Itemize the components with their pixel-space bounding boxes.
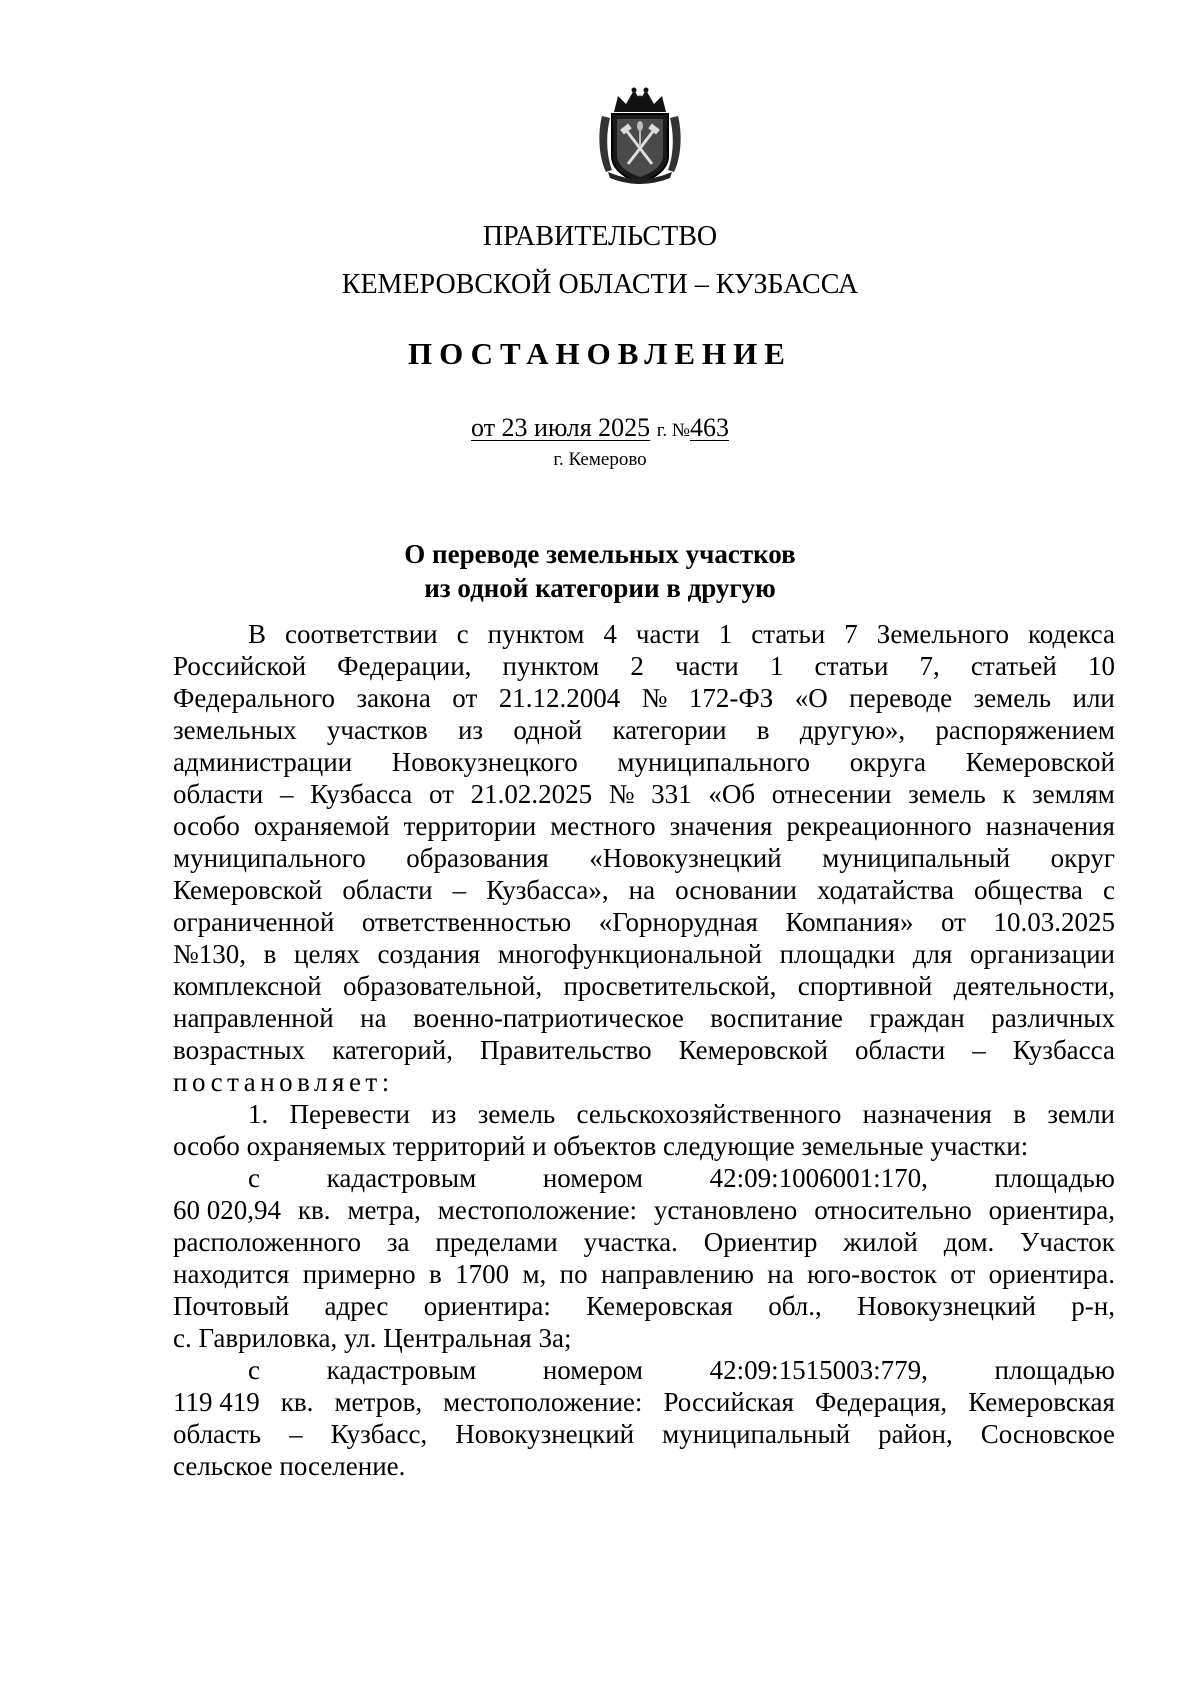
body-word: землям [1032,779,1115,809]
body-word: Кузбасса [1012,1035,1115,1065]
body-word: «О [794,683,828,713]
body-word: №130, [173,939,247,969]
year-number-label: г. № [656,420,690,441]
body-word: кадастровым [326,1163,477,1193]
body-word: области [342,875,433,905]
document-number: 463 [689,413,729,442]
body-word: или [1072,683,1115,713]
body-word: различных [991,1003,1115,1033]
body-word: 1700 [455,1259,510,1289]
body-word: 172-ФЗ [688,683,774,713]
body-line [173,970,1115,1002]
body-word: номером [542,1163,643,1193]
body-word: в [1013,1099,1027,1129]
body-word: номером [542,1355,643,1385]
body-word: – [289,1419,303,1449]
body-line [173,938,1115,970]
body-word: р-н, [1071,1291,1115,1321]
body-word: Федерации, [337,651,472,681]
body-word: особо [173,811,240,841]
body-word: деятельности, [953,971,1115,1001]
body-word: сельскохозяйственного [576,1099,842,1129]
body-word: м, [522,1259,547,1289]
body-word: направленной [173,1003,334,1033]
body-word: граждан [869,1003,965,1033]
body-line [173,778,1115,810]
body-word: Кемеровской [965,747,1115,777]
body-word: Кузбасс, [330,1419,428,1449]
body-word: 42:09:1515003:779, [709,1355,928,1385]
body-word: Кемеровская [586,1291,733,1321]
body-word: площадки [779,939,896,969]
body-line [173,618,1115,650]
body-word: 60 020,94 [173,1195,281,1225]
body-word: значения [669,811,773,841]
body-word: Ориентир [703,1227,818,1257]
body-word: от [950,1259,976,1289]
body-line [173,874,1115,906]
body-word: охраняемой [253,811,390,841]
body-word: Перевести [289,1099,410,1129]
body-word: Земельного [876,619,1010,649]
body-word: от [452,683,478,713]
body-word: кадастровым [326,1355,477,1385]
body-word: «Новокузнецкий [589,843,782,873]
body-word: № [608,779,635,809]
body-word: 1 [769,651,784,681]
body-word: основании [675,875,797,905]
body-word: земель [908,779,986,809]
body-word: части [674,651,739,681]
body-word: Участок [1020,1227,1115,1257]
body-line [173,746,1115,778]
body-word: 331 [651,779,692,809]
body-line [173,1194,1115,1226]
body-word: район, [878,1419,953,1449]
body-line [173,1226,1115,1258]
body-word: в [429,1259,442,1289]
body-word: ориентира: [423,1291,551,1321]
body-word: земельных [173,715,297,745]
body-word: образовательной, [342,971,543,1001]
body-word: территории [403,811,537,841]
body-word: Компания» [785,907,914,937]
body-word: Правительство [479,1035,652,1065]
body-word: за [386,1227,410,1257]
body-word: 1. [248,1099,269,1129]
body-word: муниципального [617,747,811,777]
body-word: назначения [862,1099,992,1129]
body-word: местного [550,811,656,841]
body-word: местоположение: [437,1195,638,1225]
body-word: создания [377,939,481,969]
body-word: Кузбасса», [486,875,609,905]
body-word: муниципальный [662,1419,851,1449]
body-word: из [431,1099,457,1129]
body-word: муниципального [173,843,366,873]
body-word: № [641,683,668,713]
body-word: к [1002,779,1016,809]
body-word: многофункциональной [497,939,762,969]
body-word: категорий, [332,1035,453,1065]
government-name-line2: КЕМЕРОВСКОЙ ОБЛАСТИ – КУЗБАССА [341,269,859,300]
body-word: округа [849,747,927,777]
body-word: земли [1047,1099,1115,1129]
body-word: площадью [994,1163,1115,1193]
body-line [173,1002,1115,1034]
body-word: земель [477,1099,556,1129]
body-word: с [248,1355,260,1385]
body-word: Новокузнецкого [391,747,578,777]
body-line: постановляет: [173,1067,394,1097]
body-word: В [248,619,267,649]
body-word: обл., [768,1291,822,1321]
body-line [173,1386,1115,1418]
body-word: Новокузнецкий [857,1291,1036,1321]
body-word: участка. [583,1227,678,1257]
body-word: 7 [844,619,858,649]
body-word: Сосновское [980,1419,1115,1449]
body-word: муниципальный [822,843,1011,873]
body-word: на [628,875,656,905]
body-word: 2 [630,651,644,681]
body-word: одной [513,715,583,745]
body-word: с [456,619,469,649]
document-date: от 23 июля 2025 [471,413,651,442]
body-word: расположенного [173,1227,361,1257]
body-word: Кузбасса [310,779,413,809]
body-word: округ [1050,843,1115,873]
body-word: Российская [663,1387,794,1417]
body-word: пунктом [502,651,600,681]
body-word: Кемеровской [678,1035,828,1065]
body-line [173,1290,1115,1322]
body-word: закона [356,683,431,713]
body-line [173,682,1115,714]
body-word: ходатайства [817,875,954,905]
body-line [173,842,1115,874]
body-word: от [941,907,966,937]
body-word: области [173,779,264,809]
body-line [173,1258,1115,1290]
body-line [173,650,1115,682]
body-word: комплексной [173,971,322,1001]
body-word: 7, [919,651,940,681]
document-title-line2: из одной категории в другую [424,573,776,603]
body-line: особо охраняемых территорий и объектов следующие земельные участки: [173,1131,1029,1161]
body-line: с. Гавриловка, ул. Центральная 3а; [173,1323,572,1353]
body-word: категории [612,715,727,745]
body-line [173,1162,1115,1194]
body-word: по [559,1259,588,1289]
body-word: 119 419 [173,1387,260,1417]
body-word: возрастных [173,1035,306,1065]
document-title-line1: О переводе земельных участков [404,539,796,569]
body-word: администрации [173,747,353,777]
body-word: метров, [334,1387,423,1417]
body-word: примерно [302,1259,416,1289]
body-word: Российской [173,651,307,681]
body-word: военно-патриотическое [413,1003,684,1033]
kemerovo-region-coat-of-arms-icon [596,86,684,186]
body-word: Почтовый [173,1291,290,1321]
body-word: жилой [843,1227,918,1257]
body-word: направлению [600,1259,754,1289]
body-word: кв. [297,1195,331,1225]
body-word: на [767,1259,794,1289]
body-word: 10 [1087,651,1115,681]
body-word: юго-восток [807,1259,937,1289]
body-line [173,906,1115,938]
body-word: относительно [814,1195,972,1225]
body-word: статьей [970,651,1057,681]
body-word: – [972,1035,986,1065]
body-word: Новокузнецкий [455,1419,635,1449]
body-word: «Об [708,779,756,809]
body-word: дом. [943,1227,995,1257]
body-word: другую», [799,715,906,745]
body-word: ответственностью [361,907,572,937]
body-word: из [457,715,484,745]
body-line [173,1098,1115,1130]
body-word: местоположение: [443,1387,643,1417]
body-word: назначения [985,811,1115,841]
body-word: области [854,1035,946,1065]
body-word: в [756,715,770,745]
body-word: с [248,1163,260,1193]
body-word: кодекса [1028,619,1115,649]
body-word: Кемеровской [173,875,323,905]
body-word: Федерация, [814,1387,948,1417]
body-word: с [1102,875,1115,905]
body-word: 42:09:1006001:170, [709,1163,928,1193]
body-word: статьи [751,619,826,649]
body-word: установлено [653,1195,798,1225]
body-word: на [360,1003,387,1033]
body-line: сельское поселение. [173,1451,406,1481]
body-word: 1 [718,619,733,649]
body-word: «Горнорудная [598,907,758,937]
body-word: отнесении [771,779,892,809]
body-word: соответствии [285,619,438,649]
body-word: от [428,779,454,809]
body-word: в [263,939,277,969]
body-word: находится [173,1259,290,1289]
body-word: целях [294,939,360,969]
body-line [173,1034,1115,1066]
body-word: для [912,939,953,969]
body-word: – [452,875,467,905]
body-word: Кемеровская [968,1387,1115,1417]
body-word: земель [973,683,1052,713]
body-word: метра, [347,1195,421,1225]
body-line [173,810,1115,842]
body-word: 4 [603,619,617,649]
document-type: ПОСТАНОВЛЕНИЕ [408,336,792,371]
body-word: организации [970,939,1115,969]
body-word: пунктом [487,619,585,649]
body-word: Федерального [173,683,336,713]
body-word: переводе [849,683,953,713]
government-name-line1: ПРАВИТЕЛЬСТВО [482,221,718,252]
body-word: части [635,619,700,649]
body-line [173,1354,1115,1386]
body-word: кв. [280,1387,314,1417]
body-word: 21.02.2025 [470,779,593,809]
body-word: общества [974,875,1083,905]
body-word: рекреационного [786,811,972,841]
body-word: 21.12.2004 [498,683,621,713]
body-word: образования [406,843,549,873]
body-word: адрес [324,1291,389,1321]
body-word: 10.03.2025 [993,907,1115,937]
document-date-number [0,413,1200,446]
body-word: область [173,1419,262,1449]
body-word: участков [326,715,428,745]
body-word: распоряжением [935,715,1115,745]
body-word: воспитание [710,1003,843,1033]
body-word: пределами [435,1227,558,1257]
body-word: ограниченной [173,907,335,937]
body-word: ориентира. [988,1259,1115,1289]
body-word: ориентира, [988,1195,1115,1225]
document-city: г. Кемерово [553,449,647,470]
body-word: спортивной [797,971,933,1001]
body-line [173,714,1115,746]
body-word: просветительской, [563,971,777,1001]
body-word: статьи [814,651,889,681]
body-word: площадью [994,1355,1115,1385]
body-line [173,1418,1115,1450]
body-word: – [279,779,294,809]
